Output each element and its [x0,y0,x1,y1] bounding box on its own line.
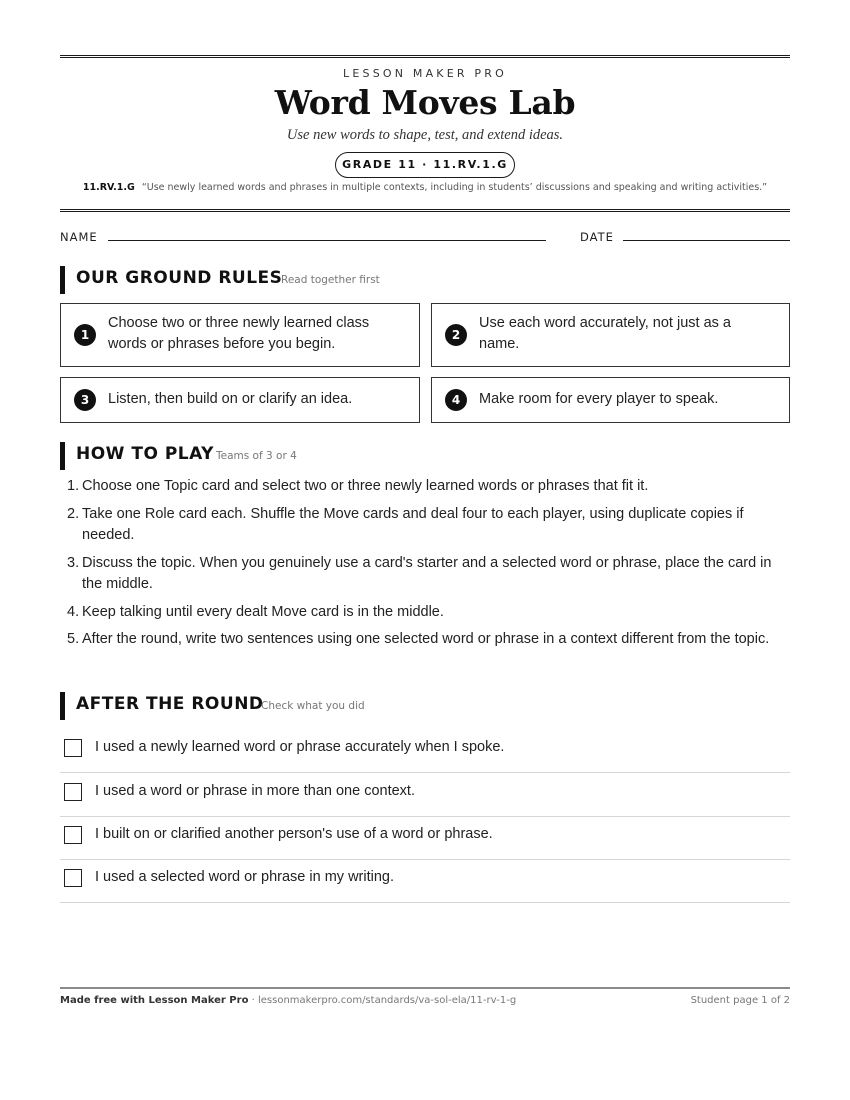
section-title: HOW TO PLAY [76,444,214,464]
section-title: AFTER THE ROUND [76,694,264,714]
rule-text: Use each word accurately, not just as a name. [479,315,731,352]
step-number: 2. [67,505,80,522]
step-text: Discuss the topic. When you genuinely use a card's starter and a selected word or phrase, place the card in the middle. [82,554,772,592]
step-text: After the round, write two sentences using one selected word or phrase in a context different from the topic. [82,631,770,647]
checklist-item [60,859,790,903]
rule-number-badge: 2 [445,324,467,346]
rule-card-4 [431,377,790,423]
step-number: 4. [67,603,80,620]
section-title: OUR GROUND RULES [76,268,283,288]
step-item [60,602,790,624]
grade-badge: GRADE 11 · 11.RV.1.G [335,152,515,178]
checklist-item [60,773,790,817]
name-label: NAME [60,230,98,244]
step-item [60,553,790,596]
rule-text: Make room for every player to speak. [479,391,719,407]
checklist-item [60,816,790,860]
section-bar [60,266,65,294]
checklist-text: I used a selected word or phrase in my writing. [95,869,394,885]
checkbox[interactable] [64,869,82,887]
page-title: Word Moves Lab [274,83,576,122]
rule-card-3 [60,377,420,423]
section-note: Teams of 3 or 4 [216,450,297,462]
checklist-text: I built on or clarified another person's use of a word or phrase. [95,826,493,842]
section-bar [60,692,65,720]
rule-number-badge: 1 [74,324,96,346]
rule-text: Listen, then build on or clarify an idea. [108,391,353,407]
rule-text: Choose two or three newly learned class words or phrases before you begin. [108,315,370,352]
standard-code: 11.RV.1.G [82,182,135,193]
step-number: 1. [67,478,80,494]
worksheet-page [60,0,790,1100]
rule-card-1 [60,303,420,367]
page-subtitle: Use new words to shape, test, and extend ideas. [286,127,564,143]
footer-brand: Made free with Lesson Maker Pro [60,995,249,1006]
step-text: Keep talking until every dealt Move card is in the middle. [82,603,444,620]
ground-rules-heading [60,266,790,294]
checkbox[interactable] [64,826,82,844]
section-note: Read together first [281,274,380,286]
footer-rule [60,987,790,989]
steps-list [60,476,790,657]
section-bar [60,442,65,470]
checkbox[interactable] [64,783,82,801]
checkbox[interactable] [64,739,82,757]
rule-number-badge: 4 [445,389,467,411]
step-item [60,476,790,498]
checklist-text: I used a word or phrase in more than one context. [95,783,415,799]
checklist-item [60,729,790,773]
step-number: 3. [67,554,80,571]
step-text: Take one Role card each. Shuffle the Move cards and deal four to each player, using duplicate copies if needed. [82,505,744,543]
section-note: Check what you did [261,700,365,712]
step-number: 5. [67,631,80,647]
after-round-heading [60,692,790,720]
date-field[interactable] [623,240,790,241]
header-top-rule [60,55,790,58]
brand-name: LESSON MAKER PRO [343,67,507,80]
step-text: Choose one Topic card and select two or three newly learned words or phrases that fit it. [82,478,649,494]
rule-card-2 [431,303,790,367]
header-bottom-rule [60,209,790,212]
step-item [60,629,790,651]
footer-credit [60,995,516,1006]
name-field[interactable] [108,240,546,241]
page-number: Student page 1 of 2 [690,995,790,1006]
how-to-play-heading [60,442,790,470]
checklist-text: I used a newly learned word or phrase accurately when I spoke. [95,739,505,755]
standard-statement [60,182,790,193]
rule-number-badge: 3 [74,389,96,411]
step-item [60,504,790,547]
standard-text: “Use newly learned words and phrases in multiple contexts, including in students’ discussions and speaking and writing activities.” [141,182,768,193]
footer-url[interactable]: · lessonmakerpro.com/standards/va-sol-ela/11-rv-1-g [248,995,517,1006]
date-label: DATE [580,230,614,244]
